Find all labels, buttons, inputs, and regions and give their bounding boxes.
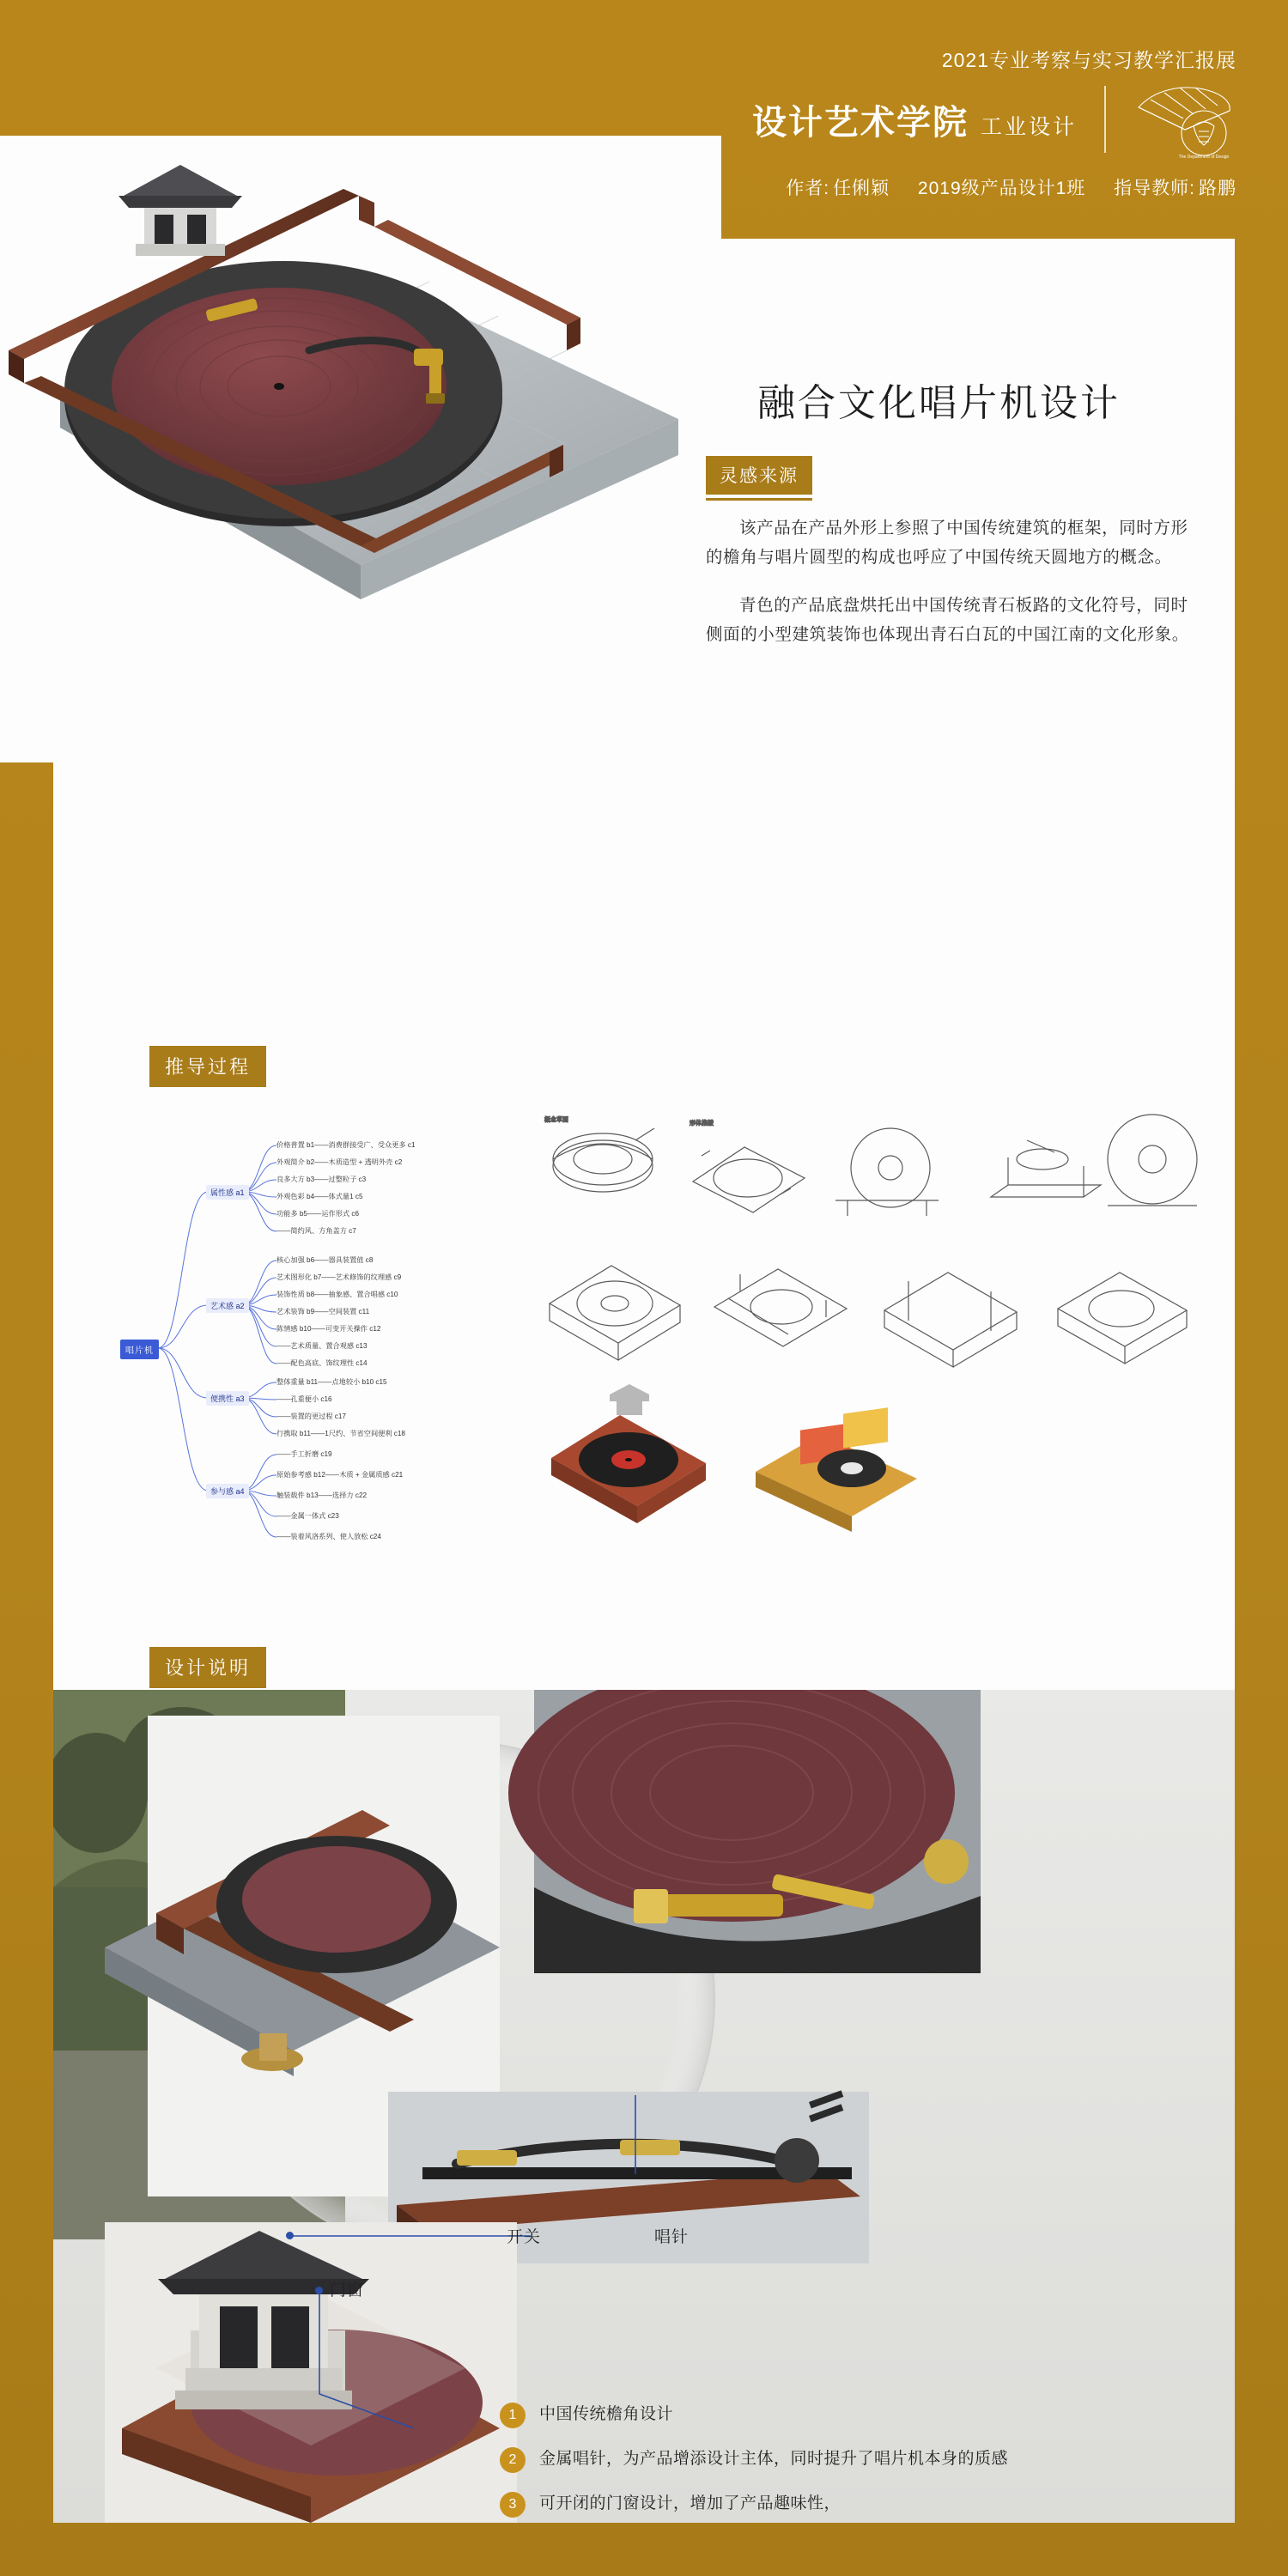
svg-text:概念草图: 概念草图 [544, 1117, 568, 1123]
mindmap-leaf: ——孔重便小 c16 [276, 1395, 332, 1403]
mindmap-diagram [113, 1115, 517, 1595]
callout-dot-switch [286, 2232, 294, 2239]
mindmap-leaf: ——简约风、方角盖方 c7 [276, 1227, 356, 1235]
inspiration-paragraph-2: 青色的产品底盘烘托出中国传统青石板路的文化符号，同时侧面的小型建筑装饰也体现出青石白瓦的中国江南的文化形象。 [706, 596, 1189, 645]
author-label: 作者: [786, 179, 830, 198]
teacher-label: 指导教师: [1114, 179, 1195, 198]
mindmap-leaf: ——装置的更过程 c17 [276, 1413, 346, 1420]
mindmap-branch-1: 属性感 a1 [206, 1185, 249, 1200]
logo-icon [1133, 78, 1236, 161]
svg-text:形体推敲: 形体推敲 [690, 1121, 714, 1127]
mindmap-branch-3: 便携性 a3 [206, 1391, 249, 1406]
callout-item [500, 2447, 1118, 2473]
detail-photo-background [53, 1690, 1235, 2523]
callout-number: 1 [500, 2403, 526, 2428]
callout-item [500, 2403, 1118, 2428]
title-and-inspiration [706, 372, 1204, 650]
department-name: 设计艺术学院 [751, 103, 969, 142]
mindmap-leaf: 外观简介 b2——木质造型 + 透明外壳 c2 [276, 1158, 403, 1166]
mindmap-leaf: ——金属一体式 c23 [276, 1512, 339, 1520]
mindmap-leaf: 外观色彩 b4——体式量1 c5 [276, 1193, 363, 1200]
major-name: 工业设计 [980, 114, 1077, 139]
mindmap-leaf: 行携取 b11——1尺约、节省空间便利 c18 [276, 1430, 405, 1437]
logo-caption: The Department of Design [1178, 155, 1230, 160]
mindmap-leaf: 整体重量 b11——点地较小 b10 c15 [276, 1378, 387, 1386]
poster-sheet [53, 239, 1235, 2523]
hero-product-render [0, 136, 721, 762]
callout-text: 可开闭的门窗设计，增加了产品趣味性， [539, 2494, 841, 2512]
mindmap-branch-4: 参与感 a4 [206, 1484, 249, 1498]
class-name: 2019级产品设计1班 [917, 179, 1086, 198]
page-title: 融合文化唱片机设计 [757, 382, 1121, 424]
callout-label-door: 门窗 [330, 2281, 365, 2300]
mindmap-leaf: ——配色高底、饰纹理性 c14 [276, 1359, 368, 1367]
header-divider [1104, 86, 1106, 153]
exhibition-title: 2021专业考察与实习教学汇报展 [941, 49, 1236, 71]
mindmap-leaf: 核心加强 b6——器具装置值 c8 [276, 1256, 374, 1264]
mindmap-leaf: 触装载件 b13——选择力 c22 [276, 1492, 368, 1499]
callout-number: 3 [500, 2492, 526, 2518]
mindmap-root: 唱片机 [120, 1340, 159, 1359]
callout-label-switch: 开关 [507, 2228, 542, 2246]
mindmap-leaf: 艺术装饰 b9——空间装置 c11 [276, 1308, 370, 1315]
mindmap-leaf: ——手工折磨 c19 [276, 1450, 332, 1458]
description-tag: 设计说明 [149, 1647, 266, 1688]
author-name: 任俐颖 [833, 179, 890, 198]
mindmap-leaf: 原始参考感 b12——木质 + 金属质感 c21 [276, 1471, 404, 1479]
process-tag: 推导过程 [149, 1046, 266, 1087]
mindmap-leaf: ——艺术质量、置合观感 c13 [276, 1342, 368, 1350]
inspiration-tag: 灵感来源 [706, 456, 812, 495]
department-logo [1133, 78, 1236, 161]
mindmap-leaf: 功能多 b5——运作形式 c6 [276, 1210, 359, 1218]
callout-number: 2 [500, 2447, 526, 2473]
callout-dot-door [315, 2287, 323, 2294]
teacher-name: 路鹏 [1199, 179, 1236, 198]
sketch-grid [534, 1106, 1212, 1621]
mindmap-leaf: 价格普置 b1——消费群接受广、受众更多 c1 [276, 1141, 416, 1149]
callout-text: 金属唱针，为产品增添设计主体，同时提升了唱片机本身的质感 [539, 2450, 1009, 2468]
inspiration-paragraph-1: 该产品在产品外形上参照了中国传统建筑的框架，同时方形的檐角与唱片圆型的构成也呼应了中国传统天圆地方的概念。 [706, 519, 1188, 568]
mindmap-connectors [113, 1115, 517, 1595]
callout-label-stylus: 唱针 [654, 2228, 690, 2246]
callout-list [500, 2403, 1118, 2523]
callout-text: 中国传统檐角设计 [539, 2405, 674, 2423]
detail-photo-section [53, 1690, 1235, 2523]
callout-item [500, 2492, 1118, 2518]
mindmap-branch-2: 艺术感 a2 [206, 1298, 249, 1313]
mindmap-leaf: 装饰性质 b8——抽象感、置合唱感 c10 [276, 1291, 398, 1298]
mindmap-leaf: 陈情感 b10——可变开关操作 c12 [276, 1325, 381, 1333]
mindmap-leaf: ——装着风洛系列、使人放松 c24 [276, 1533, 381, 1540]
mindmap-leaf: 良多大方 b3——过整粒子 c3 [276, 1176, 367, 1183]
mindmap-leaf: 艺术图形化 b7——艺术修饰的纹理感 c9 [276, 1273, 402, 1281]
